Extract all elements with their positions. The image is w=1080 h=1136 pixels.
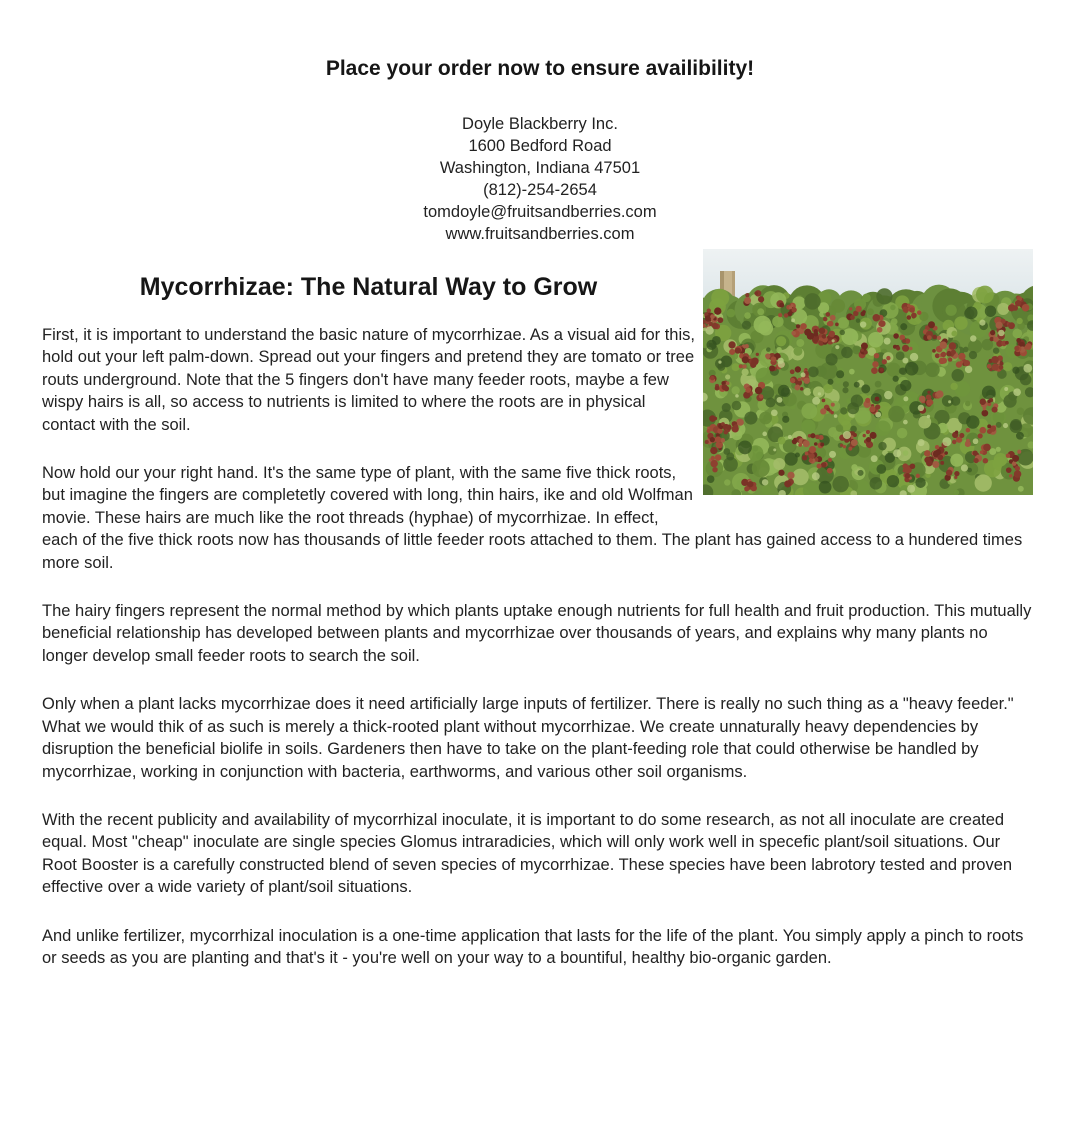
contact-phone: (812)-254-2654 bbox=[483, 181, 597, 199]
contact-website: www.fruitsandberries.com bbox=[445, 225, 635, 243]
paragraph-5: With the recent publicity and availability of mycorrhizal inoculate, it is important to do some research, as not all inoculate are created equal. Most "cheap" inoculate are single species Glomus intraradicies, which will only work well in specefic plant/soil situations. Our Root Booster is a carefully constructed blend of seven species of mycorrhizae. These species have been labrotory tested and proven effective over a wide variety of plant/soil situations. bbox=[42, 810, 1013, 897]
paragraph-3: The hairy fingers represent the normal method by which plants uptake enough nutrients for full health and fruit production. This mutually beneficial relationship has developed between plants and mycorrhizae over thousands of years, and explains why many plants no longer develop small feeder roots to search the soil. bbox=[42, 602, 1032, 665]
contact-address-line1: 1600 Bedford Road bbox=[468, 137, 612, 155]
contact-address-line2: Washington, Indiana 47501 bbox=[439, 159, 641, 177]
blackberry-hedge-illustration bbox=[703, 249, 1033, 495]
article-title: Mycorrhizae: The Natural Way to Grow bbox=[139, 273, 598, 301]
contact-company: Doyle Blackberry Inc. bbox=[462, 115, 618, 133]
contact-email: tomdoyle@fruitsandberries.com bbox=[423, 203, 657, 221]
document-page bbox=[0, 56, 1080, 1136]
paragraph-2: Now hold our your right hand. It's the same type of plant, with the same five thick roots, but imagine the fingers are completetly covered with long, thin hairs, ike and old Wolfman movie. These hairs are much like the root threads (hyphae) of mycorrhizae. In effect, each of the five thick roots now has thousands of little feeder roots attached to them. The plant has gained access to a hundered times more soil. bbox=[42, 464, 1023, 572]
article-body bbox=[0, 249, 1080, 969]
blackberry-hedge-photo bbox=[703, 249, 1033, 495]
paragraph-6: And unlike fertilizer, mycorrhizal inoculation is a one-time application that lasts for the life of the plant. You simply apply a pinch to roots or seeds as you are planting and that's it - you're well on your way to a bountiful, healthy bio-organic garden. bbox=[42, 926, 1024, 967]
headline: Place your order now to ensure availibility! bbox=[325, 57, 755, 80]
contact-block bbox=[0, 113, 1080, 245]
paragraph-1: First, it is important to understand the basic nature of mycorrhizae. As a visual aid for this, hold out your left palm-down. Spread out your fingers and pretend they are tomato or tree routs underground. Note that the 5 fingers don't have many feeder roots, maybe a few wispy hairs is all, so access to nutrients is limited to where the roots are in physical contact with the soil. bbox=[42, 326, 695, 434]
paragraph-4: Only when a plant lacks mycorrhizae does it need artificially large inputs of fertilizer. There is really no such thing as a "heavy feeder." What we would thik of as such is merely a thick-rooted plant without mycorrhizae. We create unnaturally heavy dependencies by disruption the beneficial biolife in soils. Gardeners then have to take on the plant-feeding role that could otherwise be handled by mycorrhizae, working in conjunction with bacteria, earthworms, and various other soil organisms. bbox=[42, 695, 1014, 781]
